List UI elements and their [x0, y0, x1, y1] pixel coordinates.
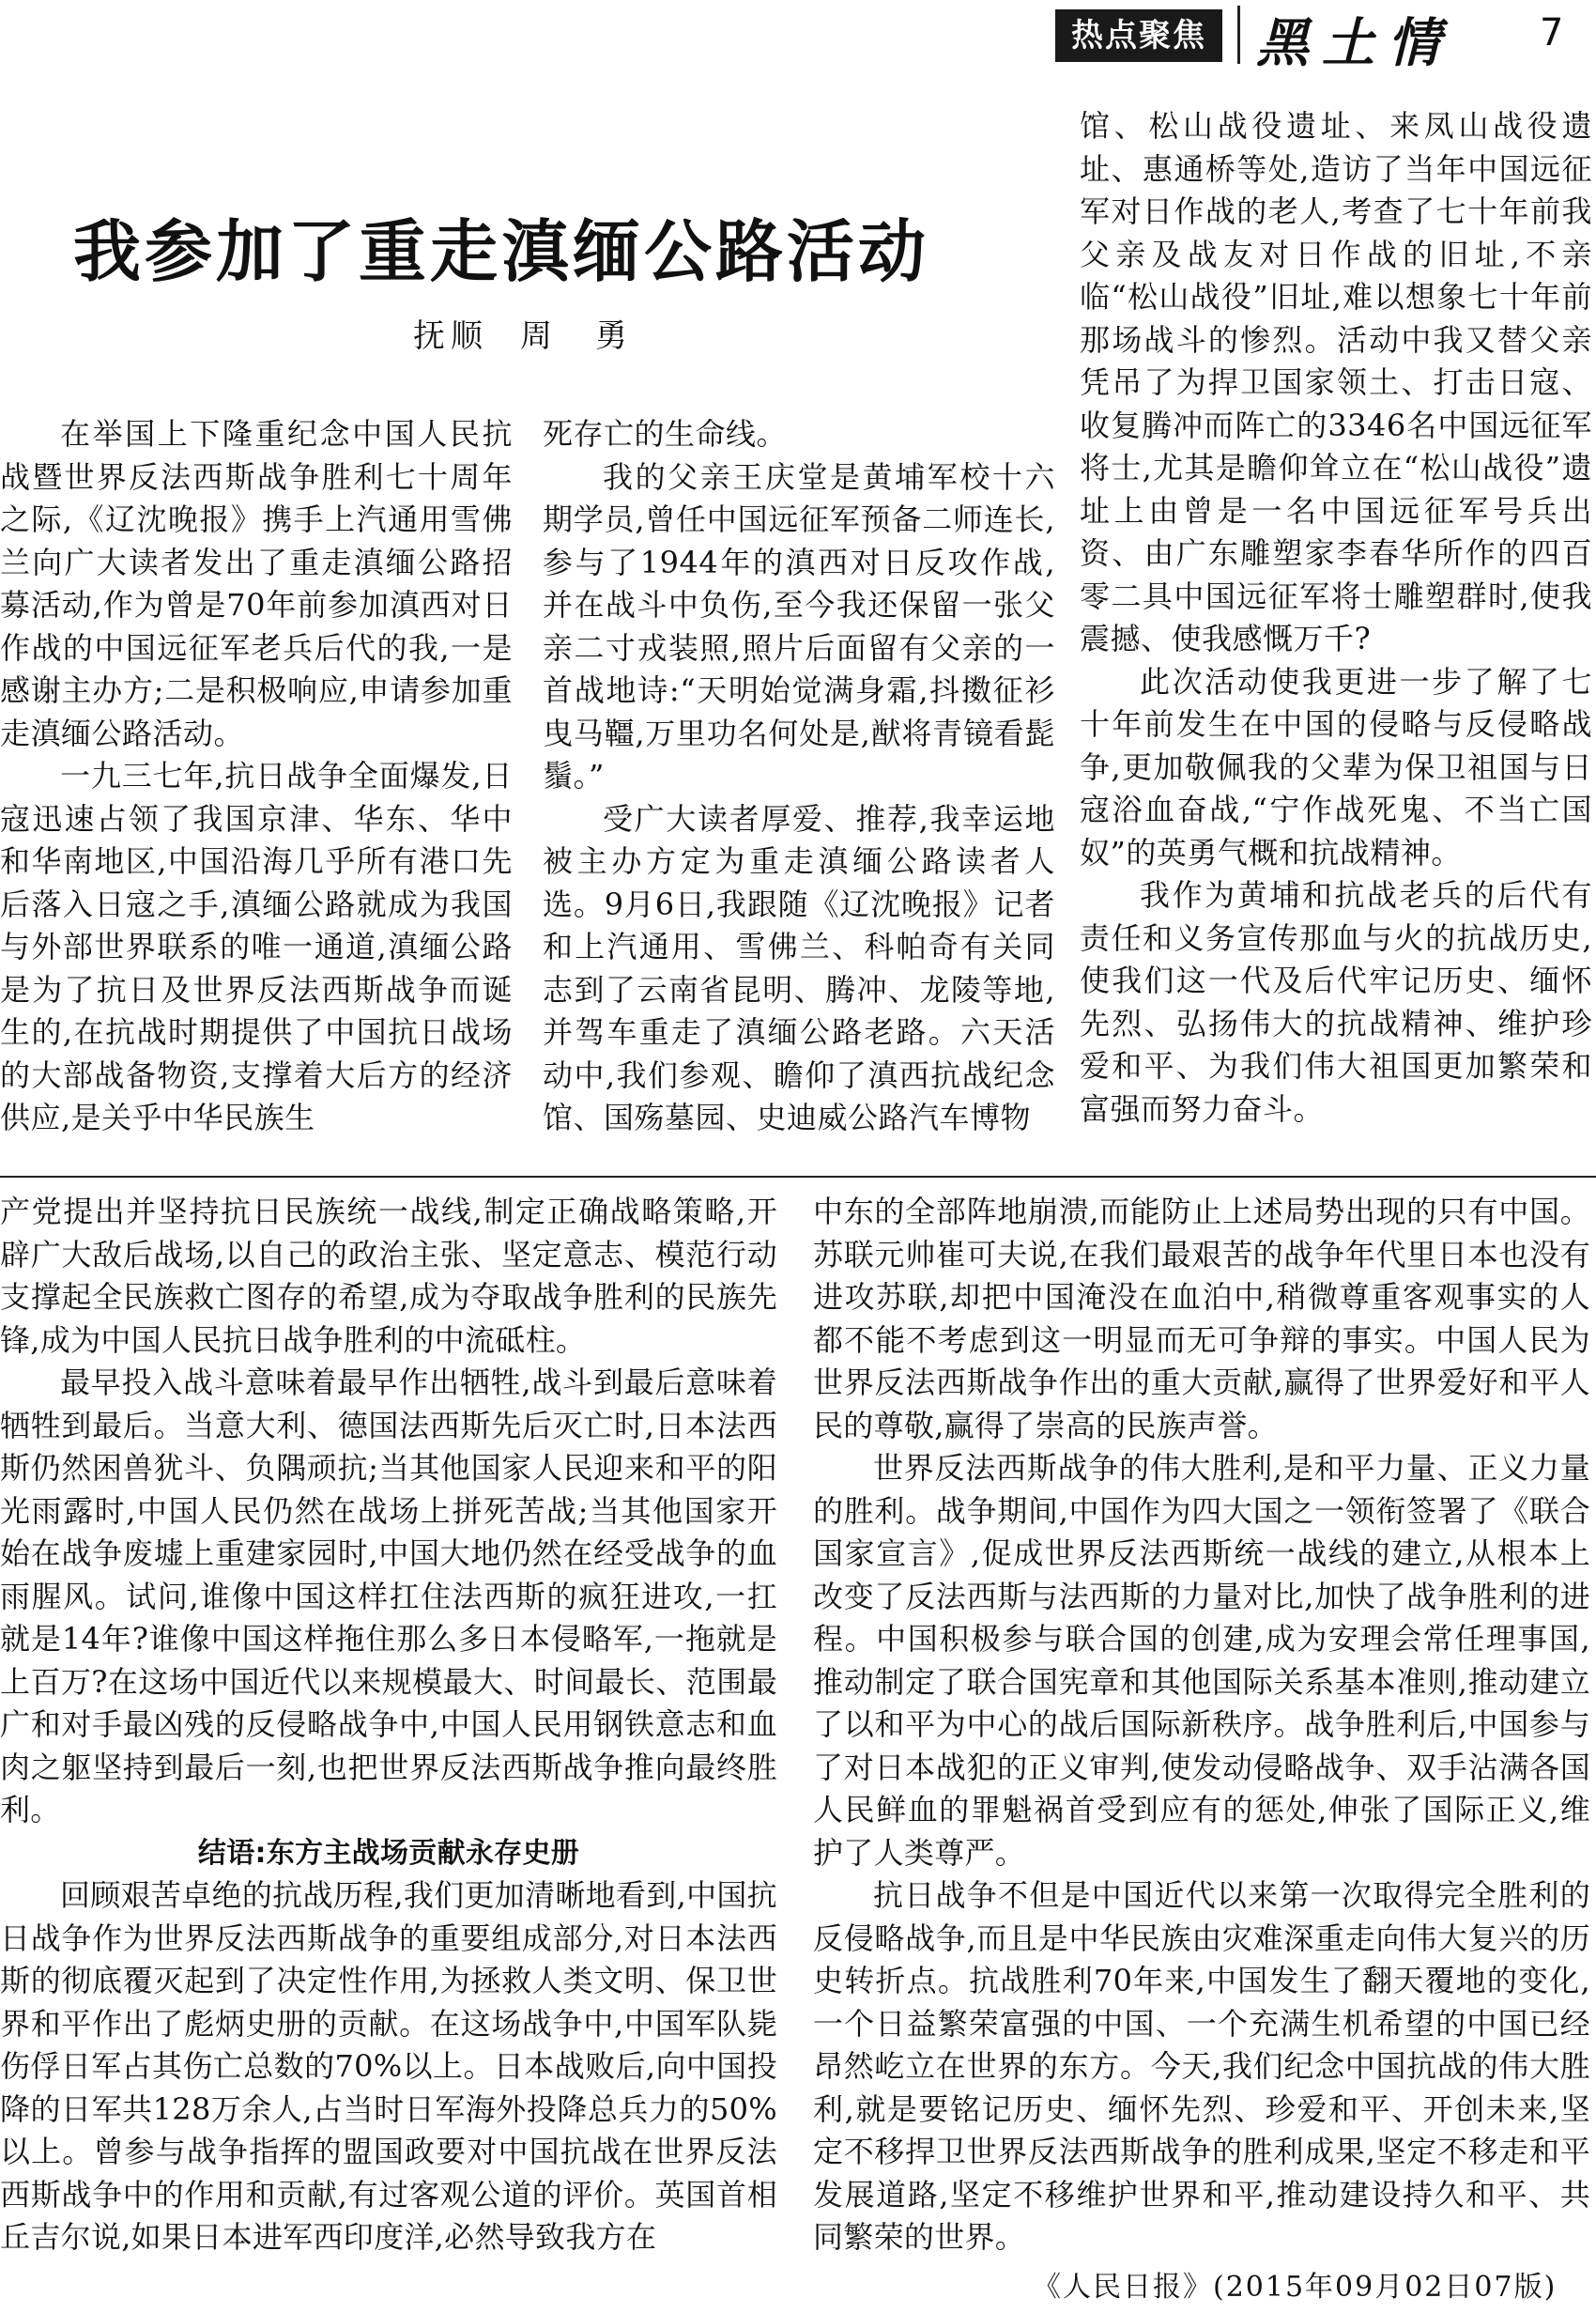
paragraph-continued: 死存亡的生命线。 [543, 416, 788, 452]
lower-column-right [813, 1191, 1590, 2259]
paragraph: 世界反法西斯战争的伟大胜利,是和平力量、正义力量的胜利。战争期间,中国作为四大国之一领衔签署了《联合国家宣言》,促成世界反法西斯统一战线的建立,从根本上改变了反法西斯与法西斯的力量对比,加快了战争胜利的进程。中国积极参与联合国的创建,成为安理会常任理事国,推动制定了联合国宪章和其他国际关系基本准则,推动建立了以和平为中心的战后国际新秩序。战争胜利后,中国参与了对日本战犯的正义审判,使发动侵略战争、双手沾满各国人民鲜血的罪魁祸首受到应有的惩处,伸张了国际正义,维护了人类尊严。 [813, 1450, 1590, 1871]
paragraph-continued: 中东的全部阵地崩溃,而能防止上述局势出现的只有中国。苏联元帅崔可夫说,在我们最艰苦的战争年代里日本也没有进攻苏联,却把中国淹没在血泊中,稍微尊重客观事实的人都不能不考虑到这一明显而无可争辩的事实。中国人民为世界反法西斯战争作出的重大贡献,赢得了世界爱好和平人民的尊敬,赢得了崇高的民族声誉。 [813, 1194, 1590, 1443]
paragraph: 抗日战争不但是中国近代以来第一次取得完全胜利的反侵略战争,而且是中华民族由灾难深重走向伟大复兴的历史转折点。抗战胜利70年来,中国发生了翻天覆地的变化,一个日益繁荣富强的中国、一个充满生机希望的中国已经昂然屹立在世界的东方。今天,我们纪念中国抗战的伟大胜利,就是要铭记历史、缅怀先烈、珍爱和平、开创未来,坚定不移捍卫世界反法西斯战争的胜利成果,坚定不移走和平发展道路,坚定不移维护世界和平,推动建设持久和平、共同繁荣的世界。 [813, 1877, 1590, 2255]
masthead: 黑土情 [1256, 12, 1453, 74]
byline-place: 抚顺 [413, 317, 488, 355]
lower-column-left [0, 1191, 777, 2259]
paragraph: 受广大读者厚爱、推荐,我幸运地被主办方定为重走滇缅公路读者人选。9月6日,我跟随《辽沈晚报》记者和上汽通用、雪佛兰、科帕奇有关同志到了云南省昆明、腾冲、龙陵等地,并驾车重走了滇缅公路老路。六天活动中,我们参观、瞻仰了滇西抗战纪念馆、国殇墓园、史迪威公路汽车博物 [543, 800, 1055, 1135]
header-divider [1237, 6, 1240, 64]
section-subheading: 结语:东方主战场贡献永存史册 [197, 1836, 580, 1870]
byline-author: 周 勇 [520, 317, 633, 355]
section-divider [0, 1176, 1596, 1178]
paragraph: 此次活动使我更进一步了解了七十年前发生在中国的侵略与反侵略战争,更加敬佩我的父辈为保卫祖国与日寇浴血奋战,“宁作战死鬼、不当亡国奴”的英勇气概和抗战精神。 [1080, 663, 1592, 871]
section-tag: 热点聚焦 [1055, 9, 1222, 62]
article-column-2 [543, 413, 1055, 1140]
paragraph-continued: 馆、松山战役遗址、来凤山战役遗址、惠通桥等处,造访了当年中国远征军对日作战的老人,考查了七十年前我父亲及战友对日作战的旧址,不亲临“松山战役”旧址,难以想象七十年前那场战斗的惨烈。活动中我又替父亲凭吊了为捍卫国家领土、打击日寇、收复腾冲而阵亡的3346名中国远征军将士,尤其是瞻仰耸立在“松山战役”遗址上由曾是一名中国远征军号兵出资、由广东雕塑家李春华所作的四百零二具中国远征军将士雕塑群时,使我震撼、使我感慨万千? [1080, 108, 1592, 656]
paragraph-continued: 产党提出并坚持抗日民族统一战线,制定正确战略策略,开辟广大敌后战场,以自己的政治主张、坚定意志、模范行动支撑起全民族救亡图存的希望,成为夺取战争胜利的民族先锋,成为中国人民抗日战争胜利的中流砥柱。 [0, 1194, 777, 1358]
page-number: 7 [1540, 11, 1564, 54]
article-title: 我参加了重走滇缅公路活动 [73, 211, 930, 291]
paragraph: 在举国上下隆重纪念中国人民抗战暨世界反法西斯战争胜利七十周年之际,《辽沈晚报》携手上汽通用雪佛兰向广大读者发出了重走滇缅公路招募活动,作为曾是70年前参加滇西对日作战的中国远征军老兵后代的我,一是感谢主办方;二是积极响应,申请参加重走滇缅公路活动。 [0, 416, 513, 751]
article-column-1 [0, 413, 513, 1140]
paragraph: 一九三七年,抗日战争全面爆发,日寇迅速占领了我国京津、华东、华中和华南地区,中国沿海几乎所有港口先后落入日寇之手,滇缅公路就成为我国与外部世界联系的唯一通道,滇缅公路是为了抗日及世界反法西斯战争而诞生的,在抗战时期提供了中国抗日战场的大部战备物资,支撑着大后方的经济供应,是关乎中华民族生 [0, 758, 513, 1135]
paragraph: 回顾艰苦卓绝的抗战历程,我们更加清晰地看到,中国抗日战争作为世界反法西斯战争的重要组成部分,对日本法西斯的彻底覆灭起到了决定性作用,为拯救人类文明、保卫世界和平作出了彪炳史册的贡献。在这场战争中,中国军队毙伤俘日军占其伤亡总数的70%以上。日本战败后,向中国投降的日军共128万余人,占当时日军海外投降总兵力的50%以上。曾参与战争指挥的盟国政要对中国抗战在世界反法西斯战争中的作用和贡献,有过客观公道的评价。英国首相丘吉尔说,如果日本进军西印度洋,必然导致我方在 [0, 1877, 777, 2255]
byline [413, 310, 665, 356]
source-citation: 《人民日报》(2015年09月02日07版) [1033, 2271, 1558, 2304]
article-column-3 [1080, 105, 1592, 1131]
paragraph: 最早投入战斗意味着最早作出牺牲,战斗到最后意味着牺牲到最后。当意大利、德国法西斯先后灭亡时,日本法西斯仍然困兽犹斗、负隅顽抗;当其他国家人民迎来和平的阳光雨露时,中国人民仍然在战场上拼死苦战;当其他国家开始在战争废墟上重建家园时,中国大地仍然在经受战争的血雨腥风。试问,谁像中国这样扛住法西斯的疯狂进攻,一扛就是14年?谁像中国这样拖住那么多日本侵略军,一拖就是上百万?在这场中国近代以来规模最大、时间最长、范围最广和对手最凶残的反侵略战争中,中国人民用钢铁意志和血肉之躯坚持到最后一刻,也把世界反法西斯战争推向最终胜利。 [0, 1365, 777, 1827]
paragraph: 我作为黄埔和抗战老兵的后代有责任和义务宣传那血与火的抗战历史,使我们这一代及后代牢记历史、缅怀先烈、弘扬伟大的抗战精神、维护珍爱和平、为我们伟大祖国更加繁荣和富强而努力奋斗。 [1080, 877, 1592, 1127]
paragraph: 我的父亲王庆堂是黄埔军校十六期学员,曾任中国远征军预备二师连长,参与了1944年的滇西对日反攻作战,并在战斗中负伤,至今我还保留一张父亲二寸戎装照,照片后面留有父亲的一首战地诗:“天明始觉满身霜,抖擞征衫曳马韁,万里功名何处是,猷将青镜看髭鬚。” [543, 458, 1055, 794]
